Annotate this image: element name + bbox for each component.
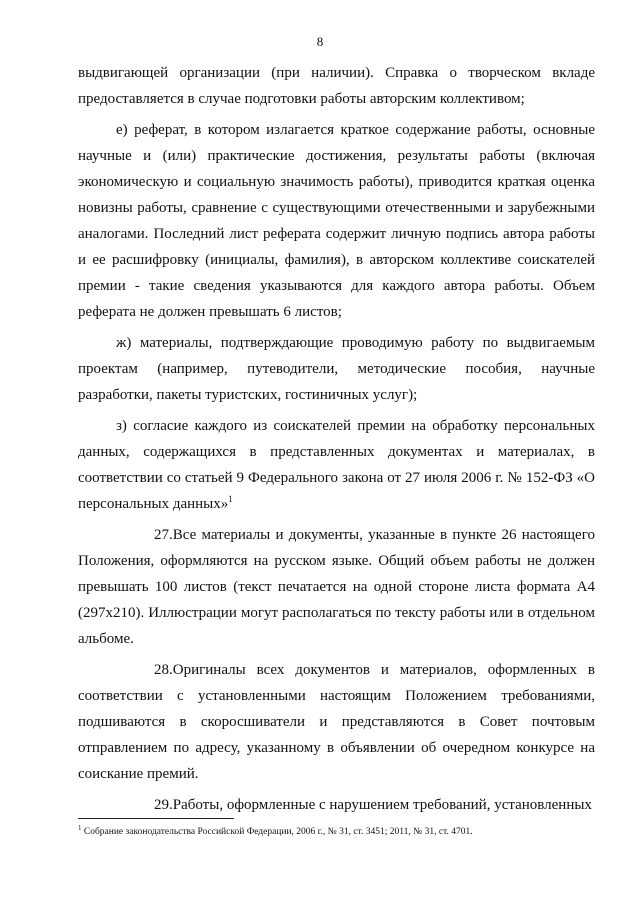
paragraph-text: Работы, оформленные с нарушением требований, установленных	[172, 797, 592, 813]
paragraph-text: Оригиналы всех документов и материалов, оформленных в соответствии с установленными настоящим Положением требованиями, подшиваются в скоросшиватели и представляются в Совет почтовым отправлением по адресу, указанному в объявлении об очередном конкурсе на соискание премий.	[78, 662, 595, 782]
paragraph-29	[78, 792, 595, 818]
footnote-reference: 1	[228, 494, 233, 504]
footnote-text: Собрание законодательства Российской Федерации, 2006 г., № 31, ст. 3451; 2011, № 31, ст. 4701.	[83, 827, 473, 837]
footnote-divider	[78, 818, 234, 819]
paragraph-text: Все материалы и документы, указанные в пункте 26 настоящего Положения, оформляются на русском языке. Общий объем работы не должен превышать 100 листов (текст печатается на одной стороне листа формата А4 (297x210). Иллюстрации могут располагаться по тексту работы или в отдельном альбоме.	[78, 527, 595, 647]
paragraph-text: з) согласие каждого из соискателей премии на обработку персональных данных, содержащихся в представленных документах и материалах, в соответствии со статьей 9 Федерального закона от 27 июля 2006 г. № 152-ФЗ «О персональных данных»	[78, 418, 595, 512]
paragraph-continuation	[78, 60, 595, 112]
paragraph-item-e	[78, 117, 595, 325]
paragraph-28	[78, 657, 595, 787]
paragraph-number: 28.	[154, 662, 173, 678]
paragraph-27	[78, 522, 595, 652]
paragraph-item-zh	[78, 330, 595, 408]
body-text	[78, 60, 595, 818]
paragraph-text: ж) материалы, подтверждающие проводимую работу по выдвигаемым проектам (например, путеводители, методические пособия, научные разработки, пакеты туристских, гостиничных услуг);	[78, 335, 595, 403]
footnote-marker: 1	[78, 824, 82, 832]
paragraph-text: е) реферат, в котором излагается краткое содержание работы, основные научные и (или) практические достижения, результаты работы (включая экономическую и социальную значимость работы), приводится краткая оценка новизны работы, сравнение с существующими отечественными и зарубежными аналогами. Последний лист реферата содержит личную подпись автора работы и ее расшифровку (инициалы, фамилия), в авторском коллективе соискателей премии - такие сведения указываются для каждого автора работы. Объем реферата не должен превышать 6 листов;	[78, 122, 595, 320]
footnote	[78, 826, 595, 839]
paragraph-number: 29.	[154, 797, 173, 813]
paragraph-number: 27.	[154, 527, 173, 543]
paragraph-item-z	[78, 413, 595, 517]
page-number: 8	[316, 34, 324, 49]
paragraph-text: выдвигающей организации (при наличии). Справка о творческом вкладе предоставляется в случае подготовки работы авторским коллективом;	[78, 65, 595, 107]
